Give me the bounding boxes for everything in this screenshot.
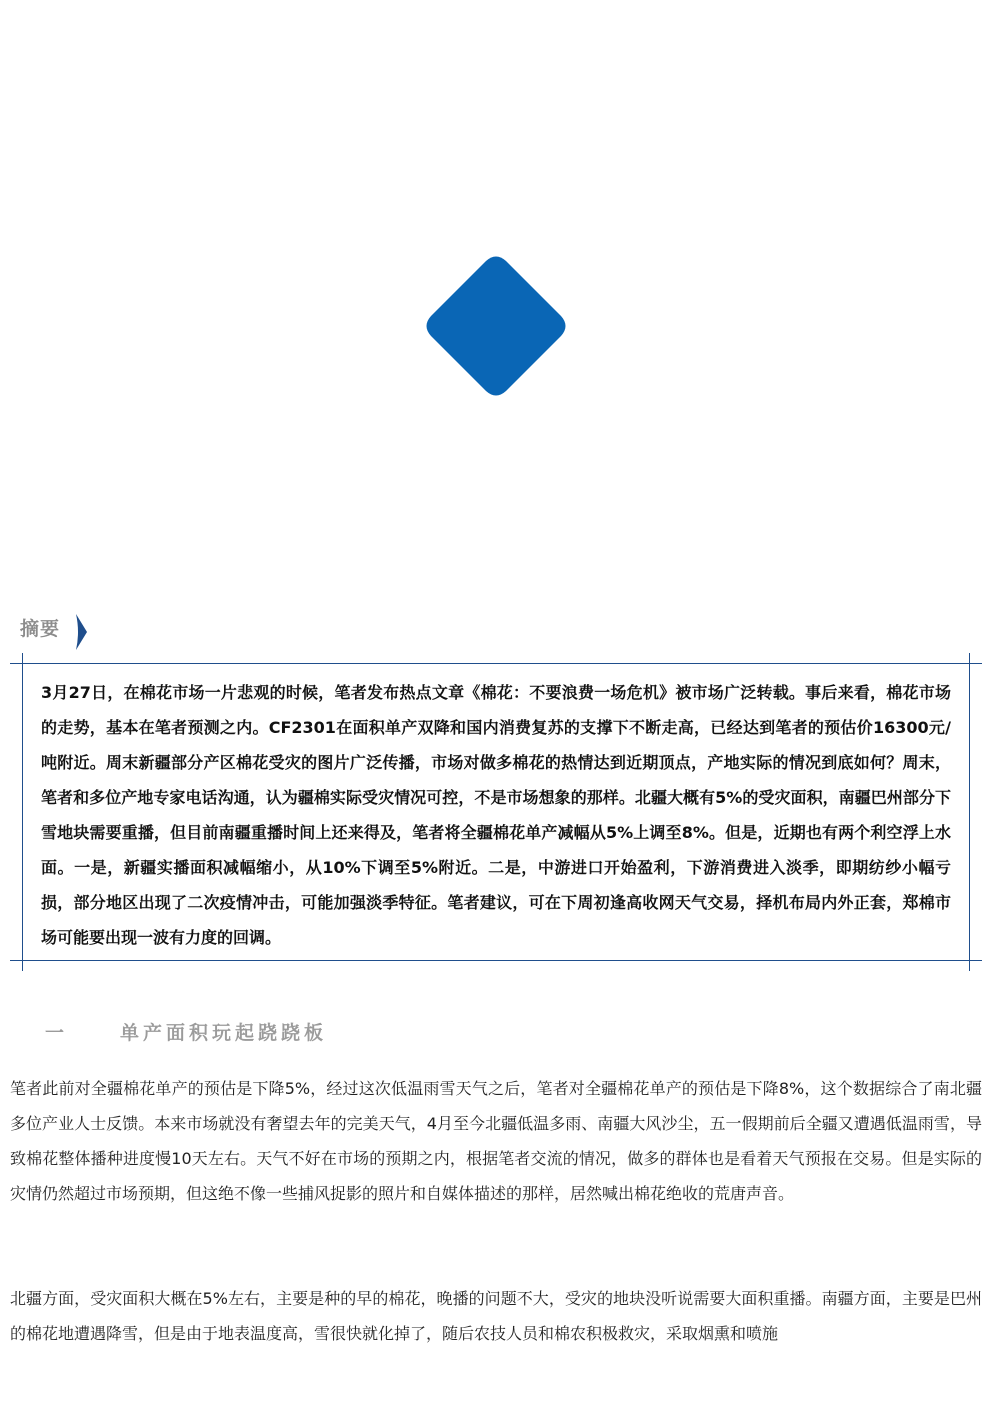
corner-tick xyxy=(22,653,23,667)
abstract-label: 摘要 xyxy=(20,618,61,640)
section-number: 一 xyxy=(45,1022,69,1044)
body-paragraph: 笔者此前对全疆棉花单产的预估是下降5%，经过这次低温雨雪天气之后，笔者对全疆棉花单产的预估是下降8%，这个数据综合了南北疆多位产业人士反馈。本来市场就没有奢望去年的完美天气，4月至今北疆低温多雨、南疆大风沙尘，五一假期前后全疆又遭遇低温雨雪，导致棉花整体播种进度慢10天左右。天气不好在市场的预期之内，根据笔者交流的情况，做多的群体也是看着天气预报在交易。但是实际的灾情仍然超过市场预期，但这绝不像一些捕风捉影的照片和自媒体描述的那样，居然喊出棉花绝收的荒唐声音。 xyxy=(10,1079,982,1203)
abstract-bottom-rule xyxy=(10,960,982,961)
body-paragraph: 北疆方面，受灾面积大概在5%左右，主要是种的早的棉花，晚播的问题不大，受灾的地块没听说需要大面积重播。南疆方面，主要是巴州的棉花地遭遇降雪，但是由于地表温度高，雪很快就化掉了，随后农技人员和棉农积极救灾，采取烟熏和喷施 xyxy=(10,1289,982,1343)
abstract-text: 3月27日，在棉花市场一片悲观的时候，笔者发布热点文章《棉花：不要浪费一场危机》被市场广泛转载。事后来看，棉花市场的走势，基本在笔者预测之内。CF2301在面积单产双降和国内消费复苏的支撑下不断走高，已经达到笔者的预估价16300元/吨附近。周末新疆部分产区棉花受灾的图片广泛传播，市场对做多棉花的热情达到近期顶点，产地实际的情况到底如何？周末，笔者和多位产地专家电话沟通，认为疆棉实际受灾情况可控，不是市场想象的那样。北疆大概有5%的受灾面积，南疆巴州部分下雪地块需要重播，但目前南疆重播时间上还来得及，笔者将全疆棉花单产减幅从5%上调至8%。但是，近期也有两个利空浮上水面。一是，新疆实播面积减幅缩小，从10%下调至5%附近。二是，中游进口开始盈利，下游消费进入淡季，即期纺纱小幅亏损，部分地区出现了二次疫情冲击，可能加强淡季特征。笔者建议，可在下周初逢高收网天气交易，择机布局内外正套，郑棉市场可能要出现一波有力度的回调。 xyxy=(41,683,951,947)
blue-diamond-logo-icon xyxy=(425,255,567,397)
corner-tick xyxy=(969,653,970,667)
corner-tick xyxy=(969,957,970,971)
chevron-right-icon xyxy=(76,614,88,650)
abstract-top-rule xyxy=(10,663,982,664)
section-title: 单产面积玩起跷跷板 xyxy=(120,1022,328,1044)
corner-tick xyxy=(22,957,23,971)
